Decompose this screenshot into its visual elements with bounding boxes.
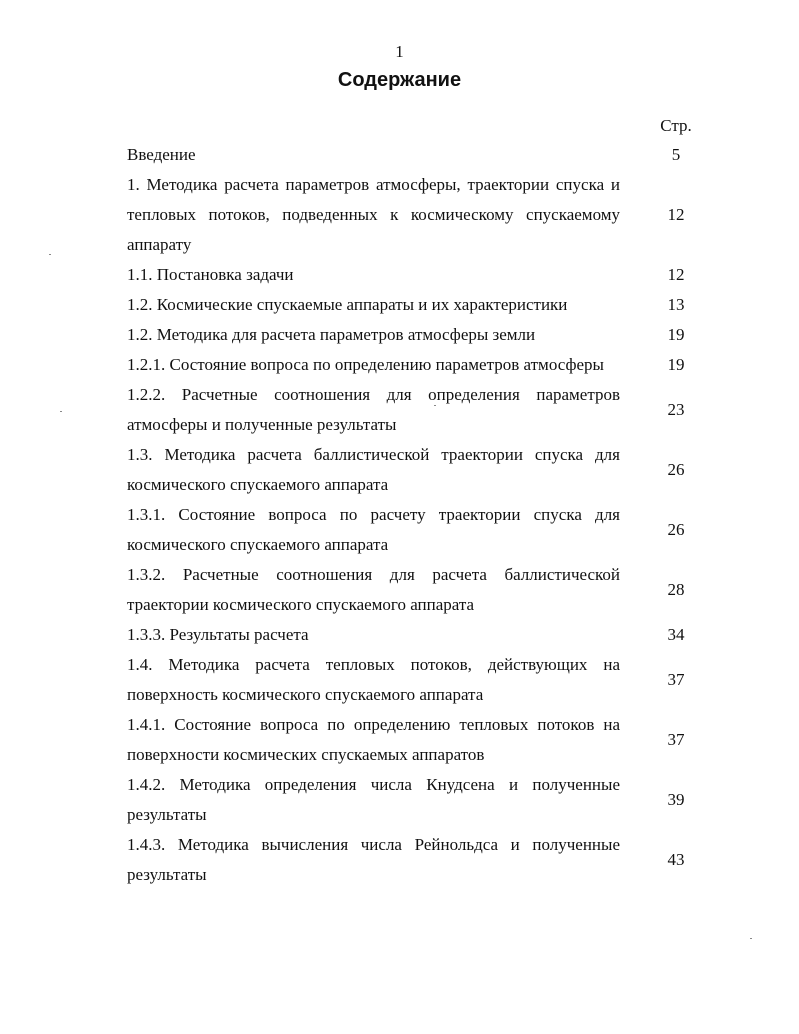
table-of-contents — [127, 140, 707, 890]
toc-entry-title: 1.2. Методика для расчета параметров атмосферы земли — [127, 325, 536, 344]
page-number: 1 — [395, 42, 404, 61]
toc-entry — [127, 290, 707, 320]
toc-entry — [127, 620, 707, 650]
toc-entry-page: 19 — [667, 355, 685, 374]
scan-speck — [434, 405, 436, 406]
toc-entry-title: 1.4.3. Методика вычисления числа Рейнольдса и полученные результаты — [127, 835, 620, 884]
toc-entry-title: 1.4.1. Состояние вопроса по определению тепловых потоков на поверхности космических спускаемых аппаратов — [127, 715, 620, 764]
toc-entry-title: 1.2.1. Состояние вопроса по определению параметров атмосферы — [127, 355, 604, 374]
toc-entry — [127, 140, 707, 170]
toc-entry-page: 26 — [667, 520, 685, 539]
scan-speck — [49, 254, 51, 255]
page-column-header: Стр. — [660, 116, 692, 135]
toc-entry-page: 12 — [667, 205, 685, 224]
toc-entry-title: 1.2. Космические спускаемые аппараты и их характеристики — [127, 295, 568, 314]
toc-entry — [127, 500, 707, 560]
toc-entry-title: 1.4.2. Методика определения числа Кнудсена и полученные результаты — [127, 775, 620, 824]
toc-entry — [127, 380, 707, 440]
toc-entry-page: 12 — [667, 265, 685, 284]
toc-entry-title: 1.3. Методика расчета баллистической траектории спуска для космического спускаемого аппарата — [127, 445, 620, 494]
toc-entry — [127, 260, 707, 290]
scan-speck — [60, 411, 62, 412]
toc-entry-page: 39 — [667, 790, 685, 809]
toc-entry-title: 1.4. Методика расчета тепловых потоков, действующих на поверхность космического спускаемого аппарата — [127, 655, 620, 704]
toc-entry — [127, 770, 707, 830]
toc-entry — [127, 830, 707, 890]
toc-entry-page: 23 — [667, 400, 685, 419]
toc-entry-title: 1.1. Постановка задачи — [127, 265, 294, 284]
toc-entry-title: 1.3.2. Расчетные соотношения для расчета баллистической траектории космического спускаемого аппарата — [127, 565, 620, 614]
toc-entry — [127, 560, 707, 620]
toc-entry-page: 28 — [667, 580, 685, 599]
toc-entry — [127, 170, 707, 260]
toc-entry-page: 37 — [667, 730, 685, 749]
toc-entry-title: 1.3.1. Состояние вопроса по расчету траектории спуска для космического спускаемого аппарата — [127, 505, 620, 554]
toc-entry-title: Введение — [127, 145, 196, 164]
toc-entry — [127, 710, 707, 770]
toc-entry — [127, 440, 707, 500]
toc-entry-title: 1.3.3. Результаты расчета — [127, 625, 309, 644]
scan-speck — [750, 938, 752, 939]
toc-entry-title: 1.2.2. Расчетные соотношения для определения параметров атмосферы и полученные результаты — [127, 385, 620, 434]
toc-entry-page: 43 — [667, 850, 685, 869]
toc-entry — [127, 320, 707, 350]
toc-entry-page: 13 — [667, 295, 685, 314]
toc-entry-page: 34 — [667, 625, 685, 644]
toc-entry — [127, 350, 707, 380]
toc-entry-page: 19 — [667, 325, 685, 344]
page-title: Содержание — [337, 69, 462, 91]
toc-entry-title: 1. Методика расчета параметров атмосферы, траектории спуска и тепловых потоков, подведенных к космическому спускаемому аппарату — [127, 175, 620, 254]
toc-entry-page: 5 — [671, 145, 681, 164]
toc-entry-page: 26 — [667, 460, 685, 479]
toc-entry — [127, 650, 707, 710]
toc-entry-page: 37 — [667, 670, 685, 689]
